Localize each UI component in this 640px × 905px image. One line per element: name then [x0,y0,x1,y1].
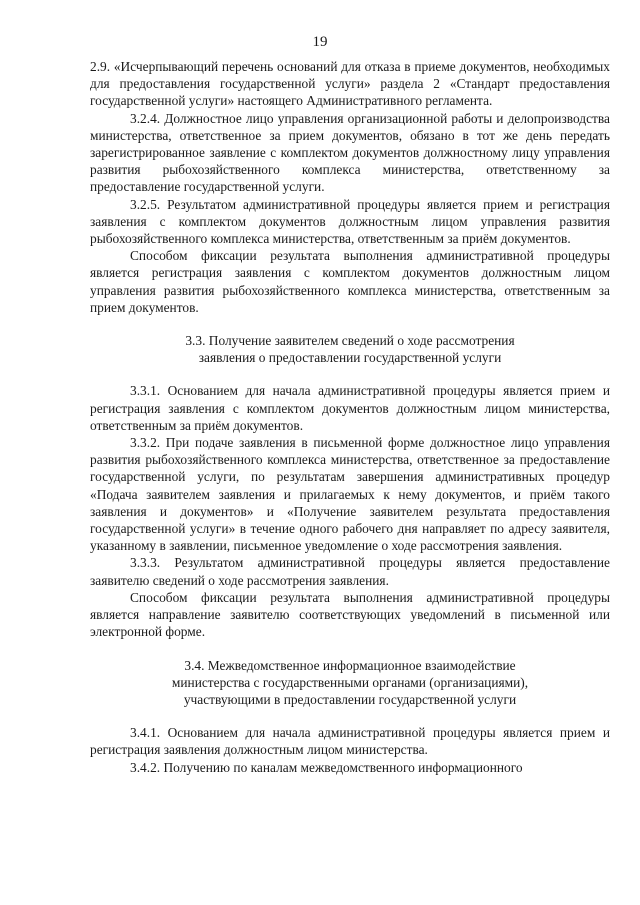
paragraph-3-3-2: 3.3.2. При подаче заявления в письменной форме должностное лицо управления развития рыбохозяйственного комплекса министерства, ответственное за предоставление государственной услуги, по результатам завершения административных процедур «Подача заявителем заявления и прилагаемых к нему документов, и приём такого заявления и документов» и «Получение заявителем результата предоставления государственной услуги» в течение одного рабочего дня направляет по адресу заявителя, указанному в заявлении, письменное уведомление о ходе рассмотрения заявления. [90,435,610,554]
heading-line: заявления о предоставлении государственной услуги [198,350,502,366]
document-body [90,58,610,776]
section-heading-3-4 [90,657,610,709]
paragraph-3-4-2: 3.4.2. Получению по каналам межведомственного информационного [130,759,523,775]
paragraph-3-2-4: 3.2.4. Должностное лицо управления организационной работы и делопроизводства министерства, ответственное за прием документов, обязано в тот же день передать зарегистрированное заявление с комплектом документов должностному лицу управления развития рыбохозяйственного комплекса министерства, ответственному за предоставление государственной услуги. [90,110,610,195]
paragraph-3-3-3: 3.3.3. Результатом административной процедуры является предоставление заявителю сведений о ходе рассмотрения заявления. [90,555,610,588]
heading-line: 3.3. Получение заявителем сведений о ходе рассмотрения [185,333,515,349]
paragraph-3-4-1: 3.4.1. Основанием для начала административной процедуры является прием и регистрация заявления должностным лицом министерства. [90,725,610,758]
paragraph-fixation-3-2: Способом фиксации результата выполнения административной процедуры является регистрация заявления с комплектом документов должностным лицом управления развития рыбохозяйственного комплекса министерства, ответственным за прием документов. [90,248,610,315]
page-number: 19 [312,34,328,50]
paragraph-2-9-ref: 2.9. «Исчерпывающий перечень оснований для отказа в приеме документов, необходимых для предоставления государственной услуги» раздела 2 «Стандарт предоставления государственной услуги» настоящего Административного регламента. [90,59,610,109]
heading-line: участвующими в предоставлении государственной услуги [183,691,517,707]
heading-line: министерства с государственными органами (организациями), [171,674,529,690]
section-heading-3-3 [90,332,610,366]
heading-line: 3.4. Межведомственное информационное взаимодействие [184,657,516,673]
paragraph-3-2-5: 3.2.5. Результатом административной процедуры является прием и регистрация заявления с комплектом документов должностным лицом управления развития рыбохозяйственного комплекса министерства, ответственным за приём документов. [90,196,610,247]
paragraph-fixation-3-3: Способом фиксации результата выполнения административной процедуры является направление заявителю соответствующих уведомлений в письменной или электронной форме. [90,589,610,640]
paragraph-3-3-1: 3.3.1. Основанием для начала административной процедуры является прием и регистрация заявления с комплектом документов должностным лицом министерства, ответственным за приём документов. [90,383,610,433]
